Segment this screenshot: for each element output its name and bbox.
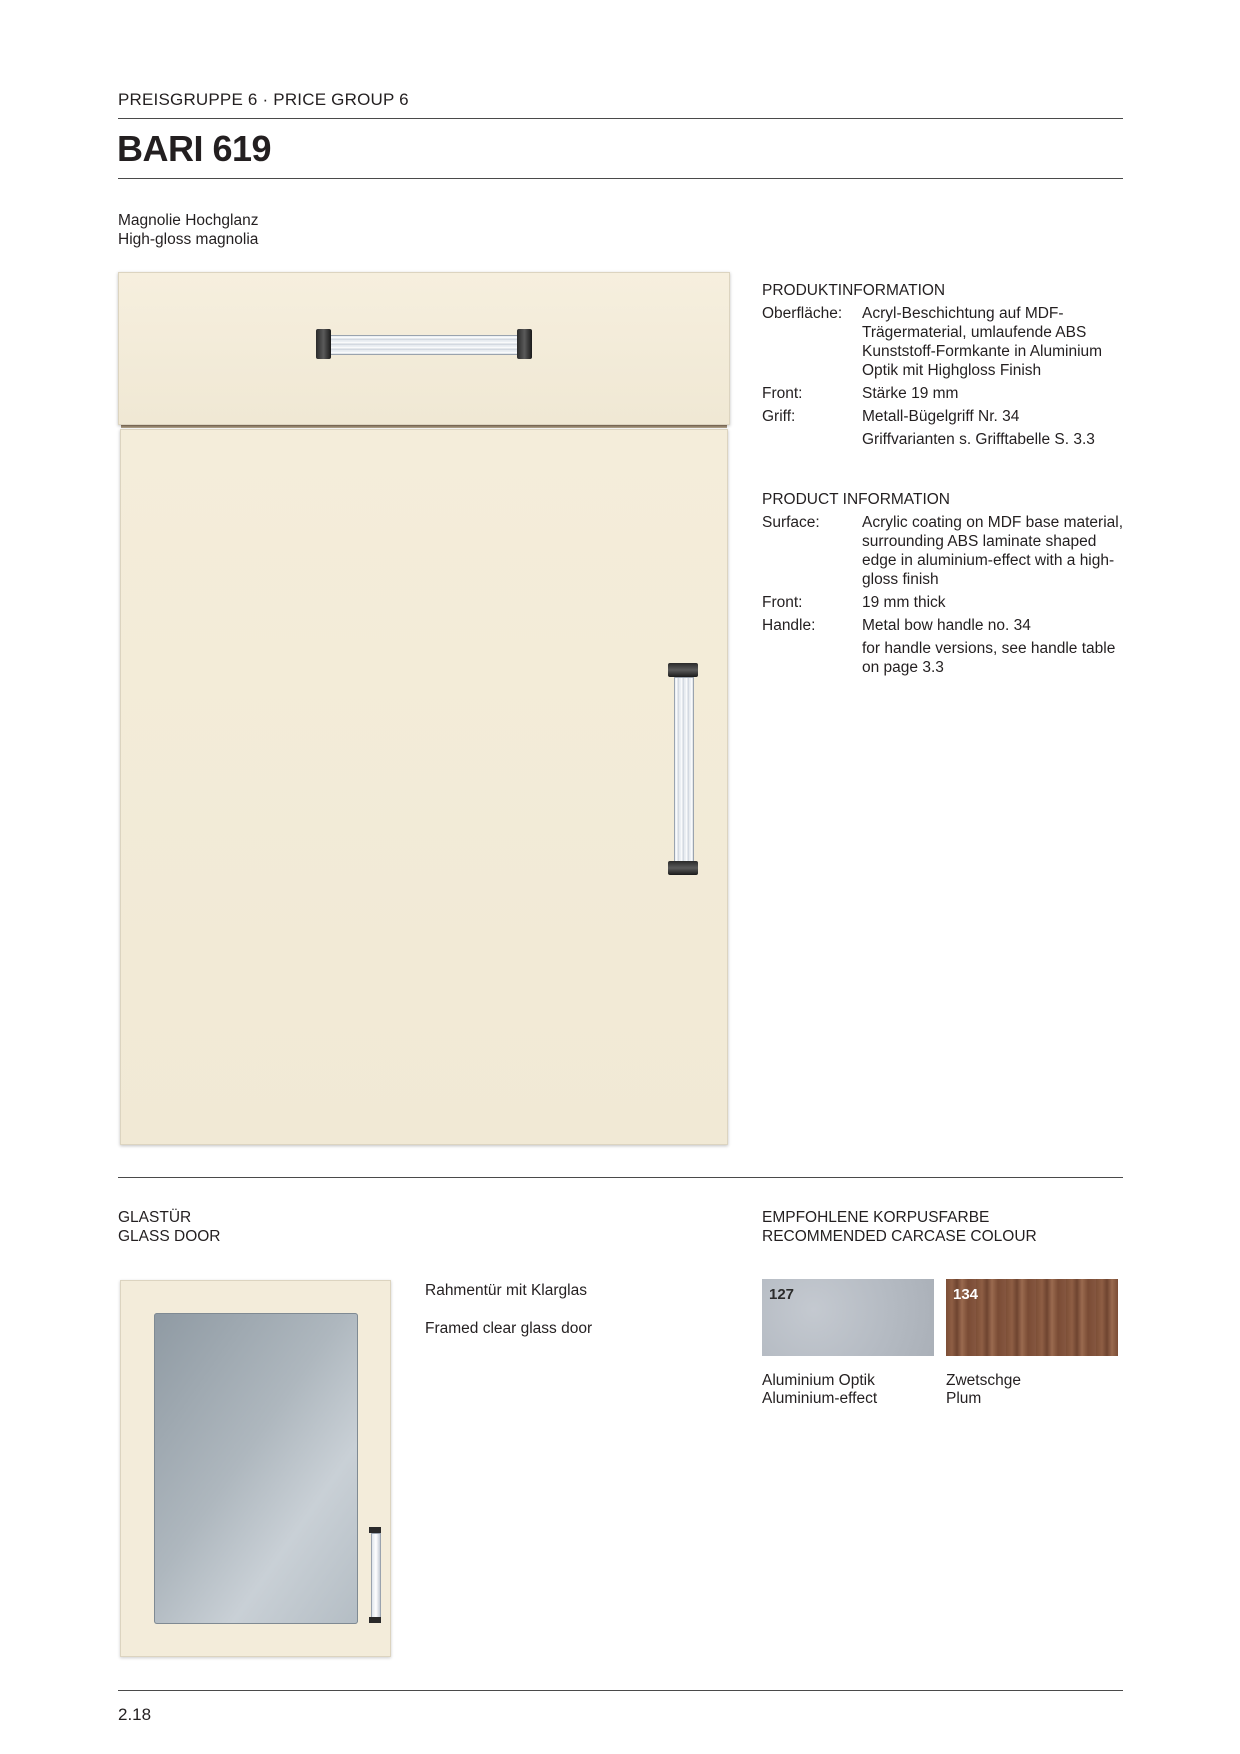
info-row (762, 616, 1132, 635)
glass-door-heading (118, 1208, 221, 1246)
section-rule (118, 1177, 1123, 1178)
product-info-de (762, 281, 1132, 453)
info-value: Acryl-Beschichtung auf MDF-Trägermaterial, umlaufende ABS Kunststoff-Formkante in Aluminium Optik mit Highgloss Finish (862, 305, 1103, 379)
finish-name-de: Magnolie Hochglanz (118, 212, 259, 229)
glass-door-heading-de: GLASTÜR (118, 1209, 192, 1226)
info-row (762, 304, 1132, 380)
info-label: Front: (762, 385, 803, 402)
info-value: Stärke 19 mm (862, 385, 959, 402)
page-title: BARI 619 (117, 128, 272, 169)
horizontal-bow-handle-icon (316, 329, 532, 359)
glass-door-desc-de: Rahmentür mit Klarglas (425, 1282, 587, 1299)
swatch-plum (946, 1279, 1118, 1356)
glass-door-desc-en: Framed clear glass door (425, 1320, 593, 1337)
vertical-bow-handle-icon (668, 663, 698, 875)
glass-door-image (120, 1280, 391, 1657)
footer-rule (118, 1690, 1123, 1691)
product-info-en-heading: PRODUCT INFORMATION (762, 491, 951, 508)
glass-door-heading-en: GLASS DOOR (118, 1228, 221, 1245)
carcase-heading-en: RECOMMENDED CARCASE COLOUR (762, 1228, 1037, 1245)
header-rule (118, 118, 1123, 119)
product-info-de-heading: PRODUKTINFORMATION (762, 282, 946, 299)
swatch-aluminium (762, 1279, 934, 1356)
info-label: Surface: (762, 514, 820, 531)
info-extra: Griffvarianten s. Grifftabelle S. 3.3 (862, 431, 1095, 448)
swatch-label-aluminium (762, 1372, 877, 1408)
finish-name-en: High-gloss magnolia (118, 231, 259, 248)
info-row (762, 513, 1132, 589)
swatch-label-plum (946, 1372, 1021, 1408)
info-label: Handle: (762, 617, 816, 634)
swatch-name-en: Aluminium-effect (762, 1390, 878, 1407)
info-value: Metal bow handle no. 34 (862, 617, 1031, 634)
info-extra: for handle versions, see handle table on page 3.3 (862, 640, 1116, 676)
product-info-en (762, 490, 1132, 681)
finish-name (118, 211, 258, 249)
info-value: Metall-Bügelgriff Nr. 34 (862, 408, 1020, 425)
info-label: Front: (762, 594, 803, 611)
drawer-gap (121, 425, 727, 428)
carcase-heading-de: EMPFOHLENE KORPUSFARBE (762, 1209, 990, 1226)
swatch-number: 127 (769, 1286, 795, 1303)
carcase-heading (762, 1208, 1037, 1246)
info-row (762, 407, 1132, 426)
page-number: 2.18 (118, 1705, 152, 1724)
swatch-name-de: Zwetschge (946, 1372, 1021, 1389)
title-rule (118, 178, 1123, 179)
door-front-image (118, 272, 730, 1145)
swatch-name-de: Aluminium Optik (762, 1372, 875, 1389)
drawer-front (118, 272, 730, 425)
price-group-label: PREISGRUPPE 6 · PRICE GROUP 6 (118, 90, 409, 109)
swatch-name-en: Plum (946, 1390, 982, 1407)
info-value: 19 mm thick (862, 594, 946, 611)
info-row (762, 593, 1132, 612)
glass-pane (154, 1313, 358, 1624)
glass-door-handle-icon (369, 1527, 381, 1623)
info-label: Griff: (762, 408, 796, 425)
info-row (762, 384, 1132, 403)
swatch-number: 134 (953, 1286, 979, 1303)
door-panel (120, 429, 728, 1145)
info-value: Acrylic coating on MDF base material, surrounding ABS laminate shaped edge in aluminium-effect with a high-gloss finish (862, 514, 1124, 588)
info-label: Oberfläche: (762, 305, 843, 322)
